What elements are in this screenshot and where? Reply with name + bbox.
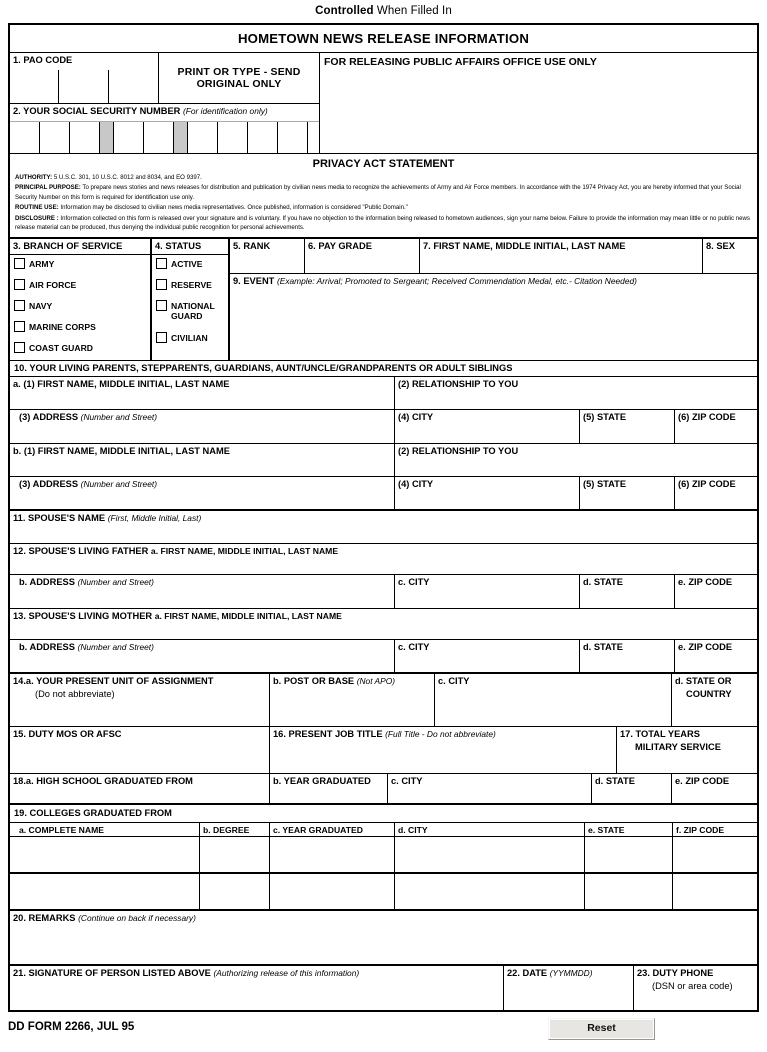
privacy-line-2	[15, 183, 752, 202]
colleges-table-row	[10, 874, 757, 911]
spouse-father-address-field[interactable]	[10, 575, 395, 608]
spouse-father-address-label: b. ADDRESS (Number and Street)	[19, 577, 154, 588]
checkbox-icon[interactable]	[14, 321, 25, 332]
colleges-table-row	[10, 837, 757, 874]
high-school-label: 18.a. HIGH SCHOOL GRADUATED FROM	[13, 776, 193, 787]
spouse-father-address-row	[10, 575, 757, 609]
present-unit-italic: (Do not abbreviate)	[35, 689, 115, 700]
high-school-zip-field[interactable]	[672, 774, 757, 803]
parent-a-state-label: (5) STATE	[583, 412, 627, 423]
colleges-cell-value	[585, 837, 672, 839]
colleges-cell[interactable]	[270, 874, 395, 909]
branch-of-service-block	[10, 239, 152, 360]
colleges-column-header	[673, 823, 757, 836]
high-school-year-field[interactable]	[270, 774, 388, 803]
privacy-line-4	[15, 214, 752, 233]
spouse-mother-state-label: d. STATE	[583, 642, 623, 653]
mos-jobtitle-row	[10, 727, 757, 774]
total-years-label-1: 17. TOTAL YEARS	[620, 729, 700, 740]
privacy-act-title: PRIVACY ACT STATEMENT	[312, 158, 455, 170]
parent-b-name-row	[10, 444, 757, 477]
high-school-city-label: c. CITY	[391, 776, 423, 787]
parent-a-state-field[interactable]	[580, 410, 675, 443]
privacy-act-block	[10, 154, 757, 239]
ssn-label-italic: (For identification only)	[182, 106, 268, 116]
spouse-name-field[interactable]	[10, 511, 757, 544]
present-job-title-field[interactable]	[270, 727, 617, 773]
parent-b-city-label: (4) CITY	[398, 479, 434, 490]
parent-b-relationship-label: (2) RELATIONSHIP TO YOU	[398, 446, 519, 457]
spouse-mother-label: 13. SPOUSE'S LIVING MOTHER a. FIRST NAME, MIDDLE INITIAL, LAST NAME	[13, 611, 342, 622]
duty-phone-field[interactable]	[634, 966, 757, 1010]
pay-grade-field[interactable]	[305, 239, 420, 273]
post-or-base-italic: (Not APO)	[356, 676, 396, 687]
parents-section-label: 10. YOUR LIVING PARENTS, STEPPARENTS, GUARDIANS, AUNT/UNCLE/GRANDPARENTS OR ADULT SIBLINGS	[10, 361, 757, 377]
parent-b-address-field[interactable]	[10, 477, 395, 509]
status-option-label: ACTIVE	[171, 258, 203, 269]
spouse-father-sublabel: a. FIRST NAME, MIDDLE INITIAL, LAST NAME	[150, 546, 339, 557]
high-school-city-field[interactable]	[388, 774, 592, 803]
checkbox-icon[interactable]	[14, 342, 25, 353]
parent-b-zip-field[interactable]	[675, 477, 757, 509]
assignment-state-label-2: COUNTRY	[686, 689, 732, 700]
checkbox-icon[interactable]	[14, 300, 25, 311]
colleges-cell[interactable]	[270, 837, 395, 872]
colleges-cell-value	[585, 874, 672, 876]
status-option-label: RESERVE	[171, 279, 212, 290]
pay-grade-label: 6. PAY GRADE	[308, 241, 372, 252]
spouse-mother-address-label: b. ADDRESS (Number and Street)	[19, 642, 154, 653]
colleges-column-label: f. ZIP CODE	[676, 825, 725, 836]
releasing-office-label: FOR RELEASING PUBLIC AFFAIRS OFFICE USE ONLY	[324, 56, 597, 68]
spouse-name-label-italic: (First, Middle Initial, Last)	[107, 513, 202, 524]
spouse-mother-zip-field[interactable]	[675, 640, 757, 672]
signature-label: 21. SIGNATURE OF PERSON LISTED ABOVE (Authorizing release of this information)	[13, 968, 360, 979]
colleges-cell-value	[10, 837, 199, 839]
sex-label: 8. SEX	[706, 241, 735, 252]
parent-a-city-label: (4) CITY	[398, 412, 434, 423]
colleges-column-label: c. YEAR GRADUATED	[273, 825, 363, 836]
colleges-column-label: a. COMPLETE NAME	[19, 825, 104, 836]
status-option-label: NATIONAL GUARD	[171, 300, 215, 321]
branch-option-label: AIR FORCE	[29, 279, 77, 290]
form-title: HOMETOWN NEWS RELEASE INFORMATION	[10, 25, 757, 53]
pao-code-box-2[interactable]	[59, 70, 108, 103]
colleges-cell-value	[673, 837, 757, 839]
ssn-row	[10, 104, 319, 153]
parent-a-relationship-field[interactable]	[395, 377, 757, 409]
ssn-box-10[interactable]	[248, 122, 278, 153]
colleges-cell[interactable]	[200, 874, 270, 909]
parent-b-state-label: (5) STATE	[583, 479, 627, 490]
checkbox-icon[interactable]	[156, 300, 167, 311]
parent-b-city-field[interactable]	[395, 477, 580, 509]
ssn-box-11[interactable]	[278, 122, 308, 153]
high-school-state-label: d. STATE	[595, 776, 635, 787]
event-field[interactable]	[230, 274, 757, 346]
colleges-cell-value	[270, 874, 394, 876]
ssn-box-5[interactable]	[114, 122, 144, 153]
pao-code-label: 1. PAO CODE	[13, 55, 73, 65]
parent-a-zip-field[interactable]	[675, 410, 757, 443]
post-or-base-field[interactable]	[270, 674, 435, 726]
privacy-line-text: Information collected on this form is released over your signature and is voluntary. If you have no objection to the information being released to hometown audiences, sign your name below. Failure to provide the information may mean little or no public news release material can be produced, thus denying the individual public recognition for personal achievements.	[15, 214, 750, 232]
ssn-separator	[100, 122, 114, 153]
present-unit-label: 14.a. YOUR PRESENT UNIT OF ASSIGNMENT	[13, 676, 214, 687]
rank-field[interactable]	[230, 239, 305, 273]
parents-entries	[10, 377, 757, 511]
duty-phone-label-italic: (DSN or area code)	[652, 981, 733, 992]
branch-option-air-force[interactable]	[10, 276, 150, 297]
branch-option-label: NAVY	[29, 300, 53, 311]
colleges-column-header	[585, 823, 673, 836]
colleges-column-header	[270, 823, 395, 836]
branch-of-service-options	[10, 255, 150, 360]
high-school-state-field[interactable]	[592, 774, 672, 803]
signature-label-italic: (Authorizing release of this information)	[213, 968, 360, 979]
status-label: 4. STATUS	[152, 239, 228, 255]
spouse-father-zip-field[interactable]	[675, 575, 757, 608]
spouse-mother-address-field[interactable]	[10, 640, 395, 672]
status-option-civilian[interactable]	[152, 329, 228, 350]
event-label: 9. EVENT (Example: Arrival; Promoted to Sergeant; Received Commendation Medal, etc.- Citation Needed)	[233, 276, 637, 287]
controlled-banner	[0, 0, 767, 23]
colleges-column-header	[200, 823, 270, 836]
reset-button[interactable]: Reset	[548, 1018, 655, 1040]
ssn-separator	[174, 122, 188, 153]
spouse-father-city-field[interactable]	[395, 575, 580, 608]
date-label-italic: (YYMMDD)	[549, 968, 593, 979]
ssn-box-6[interactable]	[144, 122, 174, 153]
ssn-box-2[interactable]	[40, 122, 70, 153]
checkbox-icon[interactable]	[14, 279, 25, 290]
colleges-cell-value	[270, 837, 394, 839]
colleges-section-label: 19. COLLEGES GRADUATED FROM	[10, 805, 757, 823]
high-school-row	[10, 774, 757, 805]
colleges-rows	[10, 837, 757, 911]
assignment-city-field[interactable]	[435, 674, 672, 726]
privacy-line-text: Information may be disclosed to civilian news media representatives. Once published, information is considered "Public Domain."	[58, 204, 408, 212]
pao-code-box-3[interactable]	[109, 70, 158, 103]
colleges-column-label: b. DEGREE	[203, 825, 250, 836]
spouse-father-state-label: d. STATE	[583, 577, 623, 588]
pao-code-box-1[interactable]	[10, 70, 59, 103]
colleges-column-label: e. STATE	[588, 825, 625, 836]
spouse-father-zip-label: e. ZIP CODE	[678, 577, 733, 588]
branch-option-marine-corps[interactable]	[10, 318, 150, 339]
branch-option-label: COAST GUARD	[29, 342, 93, 353]
colleges-cell[interactable]	[395, 837, 585, 872]
parent-a-name-row	[10, 377, 757, 410]
service-member-name-label: 7. FIRST NAME, MIDDLE INITIAL, LAST NAME	[423, 241, 626, 252]
privacy-line-label: ROUTINE USE:	[15, 204, 59, 212]
colleges-cell[interactable]	[10, 837, 200, 872]
spouse-father-city-label: c. CITY	[398, 577, 430, 588]
parent-a-address-row	[10, 410, 757, 444]
total-years-label-2: MILITARY SERVICE	[635, 742, 721, 753]
colleges-cell-value	[200, 874, 269, 876]
present-job-title-label: 16. PRESENT JOB TITLE (Full Title - Do not abbreviate)	[273, 729, 496, 740]
signature-field[interactable]	[10, 966, 504, 1010]
assignment-state-country-field[interactable]	[672, 674, 757, 726]
sex-field[interactable]	[703, 239, 757, 273]
post-or-base-label: b. POST OR BASE (Not APO)	[273, 676, 396, 687]
colleges-column-header	[395, 823, 585, 836]
parent-b-relationship-field[interactable]	[395, 444, 757, 476]
spouse-mother-city-label: c. CITY	[398, 642, 430, 653]
privacy-line-1	[15, 173, 752, 182]
privacy-line-3	[15, 203, 752, 212]
parent-a-name-label: a. (1) FIRST NAME, MIDDLE INITIAL, LAST NAME	[13, 379, 230, 390]
releasing-office-input[interactable]	[320, 68, 757, 138]
colleges-header-row	[10, 823, 757, 837]
pao-row	[10, 53, 319, 104]
colleges-cell[interactable]	[673, 874, 757, 909]
spouse-mother-address-italic: (Number and Street)	[77, 642, 154, 653]
ssn-box-8[interactable]	[188, 122, 218, 153]
duty-mos-label: 15. DUTY MOS OR AFSC	[13, 729, 122, 740]
form-frame	[8, 23, 759, 1012]
spouse-father-state-field[interactable]	[580, 575, 675, 608]
assignment-state-label-1: d. STATE OR	[675, 676, 732, 687]
privacy-line-text: To prepare news stories and news releases for distribution and publication by civilian news media to recognize the achievements of Army and Air Force members. In accordance with the 1974 Privacy Act, you are hereby informed that your Social Security Number on this form is required for identification use only.	[15, 184, 741, 201]
assignment-row	[10, 674, 757, 727]
signature-row	[10, 966, 757, 1010]
ssn-box-1[interactable]	[10, 122, 40, 153]
privacy-line-label: PRINCIPAL PURPOSE:	[15, 184, 81, 192]
parent-b-name-field[interactable]	[10, 444, 395, 476]
status-block	[152, 239, 230, 360]
footer-area	[0, 1012, 767, 1052]
colleges-cell-value	[673, 874, 757, 876]
controlled-banner-rest: When Filled In	[373, 5, 452, 17]
parent-b-address-label: (3) ADDRESS (Number and Street)	[19, 479, 157, 490]
status-option-label: CIVILIAN	[171, 332, 208, 343]
ssn-block	[10, 104, 319, 153]
branch-option-label: MARINE CORPS	[29, 321, 96, 332]
assignment-city-label: c. CITY	[438, 676, 470, 687]
ssn-label: 2. YOUR SOCIAL SECURITY NUMBER (For identification only)	[10, 104, 319, 122]
branch-option-label: ARMY	[29, 258, 55, 269]
parent-b-address-row	[10, 477, 757, 511]
spouse-mother-address-row	[10, 640, 757, 674]
branch-option-army[interactable]	[10, 255, 150, 276]
controlled-banner-bold: Controlled	[315, 5, 374, 17]
section-3-to-9-block	[10, 239, 757, 361]
section-5-to-9-block	[230, 239, 757, 360]
event-label-italic: (Example: Arrival; Promoted to Sergeant; Received Commendation Medal, etc.- Citation Needed)	[276, 276, 637, 287]
high-school-year-label: b. YEAR GRADUATED	[273, 776, 371, 787]
date-label: 22. DATE (YYMMDD)	[507, 968, 593, 979]
header-left	[10, 53, 320, 153]
form-number: DD FORM 2266, JUL 95	[8, 1021, 135, 1034]
high-school-zip-label: e. ZIP CODE	[675, 776, 730, 787]
status-option-national-guard[interactable]	[152, 297, 228, 329]
status-option-reserve[interactable]	[152, 276, 228, 297]
date-field[interactable]	[504, 966, 634, 1010]
parent-b-zip-label: (6) ZIP CODE	[678, 479, 736, 490]
parent-a-name-field[interactable]	[10, 377, 395, 409]
section-5-to-8-row	[230, 239, 757, 274]
status-options	[152, 255, 228, 350]
colleges-cell-value	[10, 874, 199, 876]
colleges-cell-value	[395, 837, 584, 839]
high-school-field[interactable]	[10, 774, 270, 803]
spouse-mother-sublabel: a. FIRST NAME, MIDDLE INITIAL, LAST NAME	[154, 611, 342, 622]
duty-mos-field[interactable]	[10, 727, 270, 773]
parent-b-name-label: b. (1) FIRST NAME, MIDDLE INITIAL, LAST NAME	[13, 446, 230, 457]
status-option-active[interactable]	[152, 255, 228, 276]
colleges-cell[interactable]	[395, 874, 585, 909]
spouse-mother-zip-label: e. ZIP CODE	[678, 642, 733, 653]
header-block	[10, 53, 757, 154]
spouse-father-label: 12. SPOUSE'S LIVING FATHER a. FIRST NAME, MIDDLE INITIAL, LAST NAME	[13, 546, 339, 557]
spouse-mother-city-field[interactable]	[395, 640, 580, 672]
spouse-father-name-field[interactable]	[10, 544, 757, 575]
parent-a-zip-label: (6) ZIP CODE	[678, 412, 736, 423]
privacy-line-label: DISCLOSURE :	[15, 214, 59, 222]
pao-code-boxes	[10, 70, 158, 103]
parent-a-address-field[interactable]	[10, 410, 395, 443]
spouse-father-address-italic: (Number and Street)	[77, 577, 154, 588]
colleges-cell[interactable]	[585, 874, 673, 909]
ssn-box-9[interactable]	[218, 122, 248, 153]
privacy-line-text: 5 U.S.C. 301, 10 U.S.C. 8012 and 8034, and EO 9397.	[52, 174, 202, 181]
service-member-name-field[interactable]	[420, 239, 703, 273]
spouse-name-label: 11. SPOUSE'S NAME (First, Middle Initial, Last)	[13, 513, 202, 524]
colleges-cell-value	[200, 837, 269, 839]
checkbox-icon[interactable]	[156, 258, 167, 269]
ssn-box-3[interactable]	[70, 122, 100, 153]
branch-option-navy[interactable]	[10, 297, 150, 318]
remarks-label: 20. REMARKS (Continue on back if necessary)	[13, 913, 196, 924]
parent-a-city-field[interactable]	[395, 410, 580, 443]
colleges-cell[interactable]	[10, 874, 200, 909]
ssn-boxes	[10, 122, 319, 153]
parent-a-relationship-label: (2) RELATIONSHIP TO YOU	[398, 379, 519, 390]
checkbox-icon[interactable]	[14, 258, 25, 269]
total-years-service-field[interactable]	[617, 727, 757, 773]
remarks-field[interactable]	[10, 911, 757, 966]
spouse-mother-state-field[interactable]	[580, 640, 675, 672]
colleges-cell[interactable]	[585, 837, 673, 872]
colleges-cell[interactable]	[673, 837, 757, 872]
colleges-column-label: d. CITY	[398, 825, 428, 836]
rank-label: 5. RANK	[233, 241, 271, 252]
privacy-line-label: AUTHORITY:	[15, 174, 53, 181]
colleges-column-header	[10, 823, 200, 836]
colleges-cell[interactable]	[200, 837, 270, 872]
print-or-type-note: PRINT OR TYPE - SEND ORIGINAL ONLY	[177, 66, 301, 90]
spouse-mother-name-field[interactable]	[10, 609, 757, 640]
parent-a-address-label: (3) ADDRESS (Number and Street)	[19, 412, 157, 423]
present-unit-field[interactable]	[10, 674, 270, 726]
checkbox-icon[interactable]	[156, 279, 167, 290]
releasing-office-block	[320, 53, 757, 153]
duty-phone-label: 23. DUTY PHONE	[637, 968, 714, 979]
privacy-act-body	[10, 173, 757, 237]
parent-b-state-field[interactable]	[580, 477, 675, 509]
pao-code-block	[10, 53, 159, 103]
remarks-label-italic: (Continue on back if necessary)	[78, 913, 196, 924]
branch-option-coast-guard[interactable]	[10, 339, 150, 360]
present-job-title-italic: (Full Title - Do not abbreviate)	[385, 729, 496, 740]
colleges-cell-value	[395, 874, 584, 876]
branch-of-service-label: 3. BRANCH OF SERVICE	[10, 239, 150, 255]
checkbox-icon[interactable]	[156, 332, 167, 343]
